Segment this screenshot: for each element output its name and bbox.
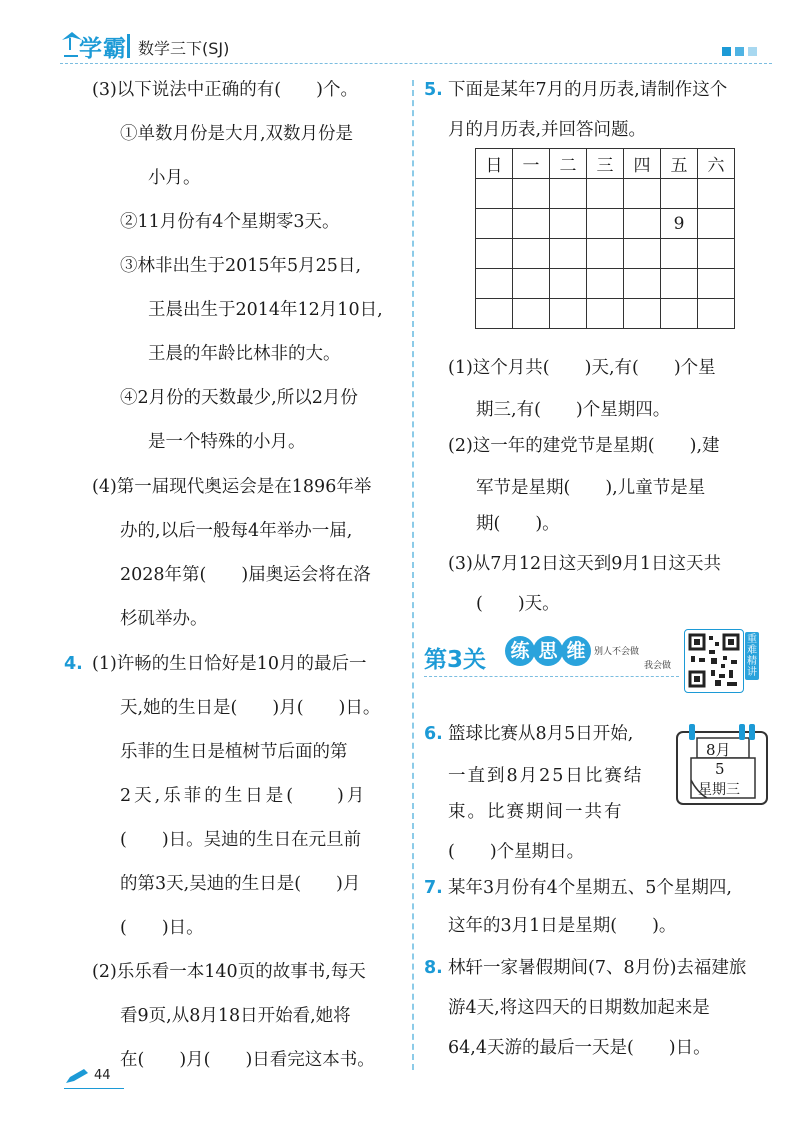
q6-line: 一直到8月25日比赛结 — [448, 766, 644, 786]
q4-part-2: (2)乐乐看一本140页的故事书,每天 — [92, 962, 366, 982]
calendar-header-cell: 六 — [698, 149, 735, 179]
q4-part-2-line: 看9页,从8月18日开始看,她将 — [120, 1006, 351, 1026]
header-separator — [127, 34, 130, 58]
level-rule — [424, 676, 679, 677]
level-title: 第3关 — [424, 647, 487, 673]
level-char-3: 维 — [561, 636, 591, 666]
q5-stem: 下面是某年7月的月历表,请制作这个 — [448, 80, 728, 100]
calendar-cell[interactable] — [587, 209, 624, 239]
calendar-cell[interactable] — [624, 239, 661, 269]
q8-line: 林轩一家暑假期间(7、8月份)去福建旅 — [448, 958, 747, 978]
calendar-cell[interactable] — [624, 179, 661, 209]
level-char-1: 练 — [505, 636, 535, 666]
q3-option-4: ④2月份的天数最少,所以2月份 — [120, 388, 358, 408]
calendar-cell[interactable] — [661, 239, 698, 269]
q3-option-3: ③林非出生于2015年5月25日, — [120, 256, 362, 276]
calendar-row — [476, 239, 735, 269]
calendar-cell[interactable] — [661, 299, 698, 329]
calendar-cell[interactable] — [698, 179, 735, 209]
q3-option-1: ①单数月份是大月,双数月份是 — [120, 124, 354, 144]
calendar-row — [476, 209, 735, 239]
q4-sub-line: 2028年第( )届奥运会将在洛 — [120, 565, 371, 585]
calendar-cell[interactable] — [587, 179, 624, 209]
level-char-2: 思 — [533, 636, 563, 666]
q5-part-2-cont: 军节是星期( ),儿童节是星 — [476, 478, 706, 498]
calendar-cell[interactable] — [476, 179, 513, 209]
calendar-header-cell: 日 — [476, 149, 513, 179]
q3-option-4-cont: 是一个特殊的小月。 — [148, 432, 306, 452]
q8-line: 游4天,将这四天的日期数加起来是 — [448, 998, 710, 1018]
calendar-row — [476, 299, 735, 329]
calendar-cell[interactable] — [550, 299, 587, 329]
calendar-icon-weekday: 星期三 — [698, 782, 740, 798]
calendar-cell[interactable] — [698, 269, 735, 299]
q5-part-3: (3)从7月12日这天到9月1日这天共 — [448, 554, 721, 574]
calendar-header-cell: 二 — [550, 149, 587, 179]
calendar-cell[interactable] — [550, 209, 587, 239]
calendar-cell[interactable] — [476, 239, 513, 269]
calendar-cell[interactable] — [550, 239, 587, 269]
calendar-cell[interactable] — [698, 239, 735, 269]
header-square-1 — [722, 47, 731, 56]
question-number-4: 4. — [64, 654, 83, 674]
q4-part-2-line: 在( )月( )日看完这本书。 — [120, 1050, 375, 1070]
calendar-cell[interactable] — [587, 239, 624, 269]
calendar-cell[interactable] — [513, 179, 550, 209]
pencil-icon — [64, 1067, 92, 1085]
calendar-cell[interactable] — [587, 299, 624, 329]
question-number-5: 5. — [424, 80, 443, 100]
calendar-cell[interactable] — [513, 299, 550, 329]
q6-line: 篮球比赛从8月5日开始, — [448, 724, 634, 744]
q5-part-2-cont2: 期( )。 — [476, 514, 560, 534]
calendar-cell[interactable] — [513, 209, 550, 239]
month-calendar-table — [475, 148, 735, 329]
calendar-cell[interactable] — [513, 269, 550, 299]
qr-code-icon[interactable] — [684, 629, 744, 693]
calendar-cell[interactable] — [476, 209, 513, 239]
q7-line: 某年3月份有4个星期五、5个星期四, — [448, 878, 732, 898]
q4-part-1: (1)许畅的生日恰好是10月的最后一 — [92, 654, 367, 674]
q7-line: 这年的3月1日是星期( )。 — [448, 916, 677, 936]
q6-line: 束。比赛期间一共有 — [448, 802, 624, 822]
q3-option-3-cont2: 王晨的年龄比林非的大。 — [148, 344, 341, 364]
q3-option-2: ②11月份有4个星期零3天。 — [120, 212, 340, 232]
q5-stem-cont: 月的月历表,并回答问题。 — [448, 120, 647, 140]
header-square-2 — [735, 47, 744, 56]
logo-text: 学霸 — [79, 36, 127, 62]
q5-part-3-cont: ( )天。 — [476, 594, 560, 614]
question-number-6: 6. — [424, 724, 443, 744]
calendar-cell[interactable] — [698, 209, 735, 239]
q3-option-1-cont: 小月。 — [148, 168, 201, 188]
q4-sub-stem: (4)第一届现代奥运会是在1896年举 — [92, 477, 372, 497]
calendar-cell[interactable] — [587, 269, 624, 299]
calendar-header-cell: 四 — [624, 149, 661, 179]
page-number: 44 — [94, 1068, 111, 1083]
q3-option-3-cont: 王晨出生于2014年12月10日, — [148, 300, 383, 320]
q4-part-1-line: ( )日。 — [120, 918, 204, 938]
q4-part-1-line: ( )日。吴迪的生日在元旦前 — [120, 830, 362, 850]
calendar-cell[interactable] — [661, 269, 698, 299]
calendar-cell[interactable] — [624, 299, 661, 329]
q6-line: ( )个星期日。 — [448, 842, 585, 862]
calendar-row — [476, 179, 735, 209]
q4-part-1-line: 乐菲的生日是植树节后面的第 — [120, 742, 348, 762]
calendar-cell[interactable] — [476, 299, 513, 329]
calendar-cell[interactable] — [624, 209, 661, 239]
calendar-cell[interactable] — [661, 179, 698, 209]
calendar-header-cell: 一 — [513, 149, 550, 179]
level-note: 我会做 — [644, 661, 672, 671]
calendar-cell[interactable] — [513, 239, 550, 269]
q4-part-1-line: 的第3天,吴迪的生日是( )月 — [120, 874, 361, 894]
footer-rule — [64, 1088, 124, 1089]
column-divider — [412, 80, 414, 1070]
q8-line: 64,4天游的最后一天是( )日。 — [448, 1038, 711, 1058]
q4-part-1-line: 2天,乐菲的生日是( )月 — [120, 786, 368, 806]
book-subject: 数学三下(SJ) — [138, 39, 230, 58]
calendar-cell[interactable] — [476, 269, 513, 299]
q4-sub-line: 杉矶举办。 — [120, 609, 208, 629]
q4-part-1-line: 天,她的生日是( )月( )日。 — [120, 698, 381, 718]
calendar-cell[interactable] — [550, 269, 587, 299]
header-rule — [60, 63, 772, 64]
q5-part-2: (2)这一年的建党节是星期( ),建 — [448, 436, 720, 456]
calendar-cell[interactable] — [698, 299, 735, 329]
qr-label: 重难精讲 — [747, 634, 757, 678]
question-number-7: 7. — [424, 878, 443, 898]
calendar-cell[interactable] — [550, 179, 587, 209]
q4-sub-line: 办的,以后一般每4年举办一届, — [120, 521, 353, 541]
calendar-header-row — [476, 149, 735, 179]
calendar-cell[interactable] — [624, 269, 661, 299]
calendar-icon-month: 8月 — [706, 741, 731, 759]
q5-part-1-cont: 期三,有( )个星期四。 — [476, 400, 671, 420]
header-square-3 — [748, 47, 757, 56]
level-note: 别人不会做 — [594, 647, 640, 657]
calendar-icon-day: 5 — [715, 760, 725, 778]
q3-stem: (3)以下说法中正确的有( )个。 — [92, 80, 358, 100]
calendar-row — [476, 269, 735, 299]
question-number-8: 8. — [424, 958, 443, 978]
calendar-cell-known: 9 — [661, 209, 698, 239]
calendar-header-cell: 三 — [587, 149, 624, 179]
calendar-header-cell: 五 — [661, 149, 698, 179]
q5-part-1: (1)这个月共( )天,有( )个星 — [448, 358, 716, 378]
